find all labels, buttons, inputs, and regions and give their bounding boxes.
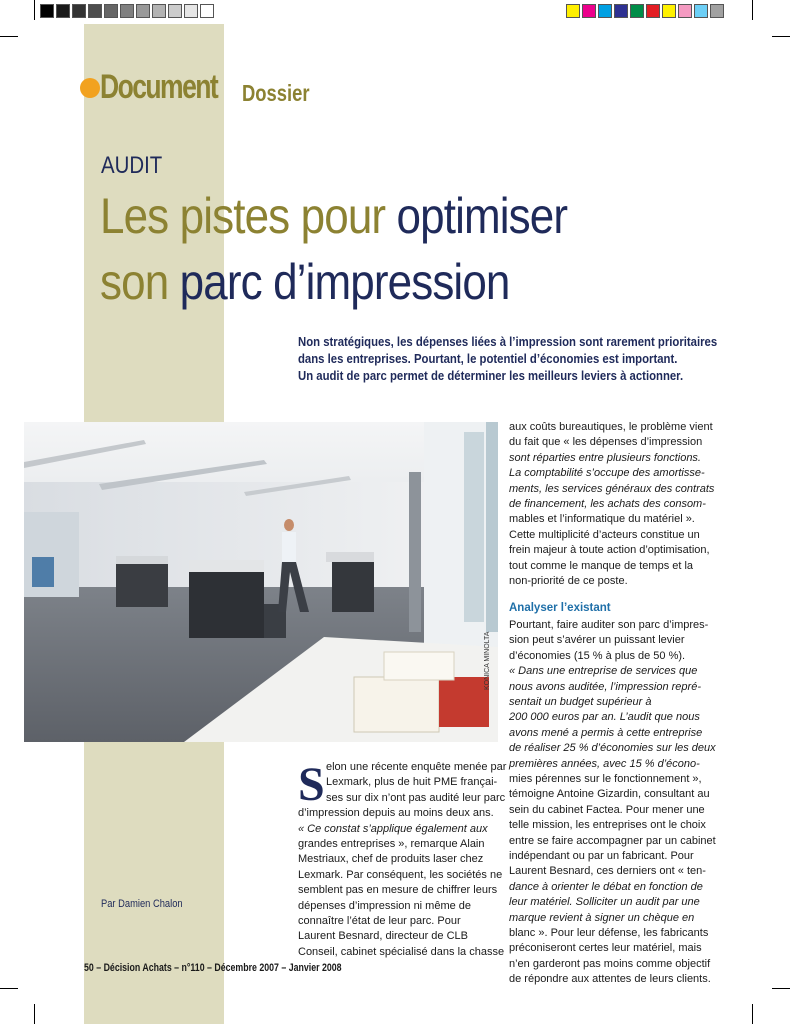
headline-part: Les pistes pour — [100, 188, 386, 244]
crop-mark — [772, 988, 790, 989]
text-line: grandes entreprises », remarque Alain — [298, 838, 485, 851]
right-column — [509, 420, 716, 988]
color-calibration-bar — [566, 4, 726, 18]
swatch — [152, 4, 166, 18]
text-line: aux coûts bureautiques, le problème vient — [509, 421, 713, 433]
swatch — [120, 4, 134, 18]
middle-column — [298, 760, 507, 960]
text-line: d’impression depuis au moins deux ans. — [298, 807, 494, 820]
text-line: ments, les services généraux des contrats — [509, 482, 715, 495]
swatch — [104, 4, 118, 18]
text-line: Lexmark. Par conséquent, les sociétés ne — [298, 868, 503, 881]
swatch — [56, 4, 70, 18]
text-line: non-priorité de ce poste. — [509, 575, 628, 588]
swatch — [614, 4, 628, 18]
byline: Par Damien Chalon — [101, 898, 183, 910]
crop-mark — [752, 1004, 753, 1024]
crop-mark — [0, 36, 18, 37]
swatch — [184, 4, 198, 18]
lead-line: dans les entreprises. Pourtant, le potentiel d’économies est important. — [298, 351, 678, 366]
text-line: du fait que « les dépenses d’impression — [509, 436, 703, 449]
gray-scale-bar — [40, 4, 216, 18]
text-line: marque revient à signer un chèque en — [509, 911, 695, 924]
headline-part: optimiser — [396, 188, 568, 244]
crop-mark — [752, 0, 753, 20]
crop-mark — [34, 0, 35, 20]
text-line: sein du cabinet Factea. Pour mener une — [509, 803, 705, 816]
text-line: de réaliser 25 % d’économies sur les deux — [509, 742, 716, 755]
swatch — [710, 4, 724, 18]
subsection-title: Dossier — [242, 80, 310, 106]
text-line: frein majeur à toute action d’optimisation, — [509, 544, 710, 557]
text-line: telle mission, les entreprises ont le choix — [509, 819, 706, 832]
drop-cap: S — [298, 758, 325, 811]
swatch — [200, 4, 214, 18]
text-line: Laurent Besnard, ces derniers ont « ten- — [509, 865, 706, 878]
headline-part: son — [100, 254, 169, 310]
swatch — [40, 4, 54, 18]
text-line: témoigne Antoine Gizardin, consultant au — [509, 788, 710, 801]
text-line: préconiseront certes leur matériel, mais — [509, 942, 702, 955]
swatch — [662, 4, 676, 18]
swatch — [646, 4, 660, 18]
text-line: dépenses d’impression ni même de — [298, 899, 472, 912]
text-line: nous avons auditée, l’impression repré- — [509, 680, 701, 693]
swatch — [566, 4, 580, 18]
text-line: « Dans une entreprise de services que — [509, 665, 698, 678]
text-line: mables et l’informatique du matériel ». — [509, 513, 695, 526]
swatch — [582, 4, 596, 18]
text-line: blanc ». Pour leur défense, les fabricants — [509, 927, 709, 939]
text-line: elon une récente enquête menée par — [326, 761, 507, 773]
article-lead — [298, 333, 718, 384]
text-line: Cette multiplicité d’acteurs constitue un — [509, 528, 700, 541]
text-line: mies pérennes sur le fonctionnement », — [509, 772, 702, 785]
text-line: semblent pas en mesure de chiffrer leurs — [298, 884, 498, 897]
text-line: sont réparties entre plusieurs fonctions. — [509, 451, 701, 464]
text-line: Mestriaux, chef de produits laser chez — [298, 853, 484, 866]
section-title: Document — [100, 68, 218, 106]
text-line: Laurent Besnard, directeur de CLB — [298, 930, 468, 943]
swatch — [598, 4, 612, 18]
text-line: sentait un budget supérieur à — [509, 695, 652, 708]
swatch — [694, 4, 708, 18]
text-line: premières années, avec 15 % d’écono- — [509, 757, 700, 770]
text-line: 200 000 euros par an. L’audit que nous — [509, 711, 700, 724]
text-line: leur matériel. Solliciter un audit par une — [509, 896, 700, 909]
headline-line-1 — [100, 188, 567, 244]
orange-dot-icon — [80, 78, 100, 98]
text-line: dance à orienter le débat en fonction de — [509, 880, 703, 893]
office-printers-photo — [24, 422, 498, 742]
text-line: n’en garderont pas moins comme objectif — [509, 957, 711, 970]
lead-line: Non stratégiques, les dépenses liées à l’impression sont rarement prioritaires — [298, 334, 718, 349]
page-footer: 50 – Décision Achats – n°110 – Décembre 2007 – Janvier 2008 — [84, 962, 342, 974]
text-line: connaître l’état de leur parc. Pour — [298, 915, 461, 928]
swatch — [72, 4, 86, 18]
text-line: Pourtant, faire auditer son parc d’impres- — [509, 618, 709, 631]
text-line: « Ce constat s’applique également aux — [298, 822, 488, 835]
lead-line: Un audit de parc permet de déterminer les meilleurs leviers à actionner. — [298, 368, 684, 383]
text-line: sion peut s’avérer un puissant levier — [509, 634, 685, 647]
text-line: ses sur dix n’ont pas audité leur parc — [326, 791, 506, 804]
text-line: Conseil, cabinet spécialisé dans la chasse — [298, 945, 505, 958]
headline-part: parc d’impression — [179, 254, 510, 310]
text-line: de répondre aux attentes de leurs clients. — [509, 973, 711, 986]
photo-credit: KONICA MINOLTA — [484, 631, 491, 690]
text-line: indépendant ou par un fabricant. Pour — [509, 849, 694, 862]
text-line: d’économies (15 % à plus de 50 %). — [509, 649, 686, 662]
text-line: Analyser l’existant — [509, 602, 611, 615]
swatch — [630, 4, 644, 18]
text-line: Lexmark, plus de huit PME françai- — [326, 776, 498, 789]
headline-line-2 — [100, 254, 510, 310]
swatch — [168, 4, 182, 18]
swatch — [678, 4, 692, 18]
swatch — [88, 4, 102, 18]
crop-mark — [34, 1004, 35, 1024]
article-kicker: AUDIT — [101, 152, 163, 179]
crop-mark — [0, 988, 18, 989]
crop-mark — [772, 36, 790, 37]
text-line: tout comme le manque de temps et la — [509, 559, 694, 572]
text-line: entre se faire accompagner par un cabinet — [509, 834, 716, 847]
text-line: de financement, les achats des consom- — [509, 498, 706, 511]
text-line: La comptabilité s’occupe des amortisse- — [509, 467, 705, 480]
text-line: avons mené a permis à cette entreprise — [509, 726, 703, 739]
swatch — [136, 4, 150, 18]
